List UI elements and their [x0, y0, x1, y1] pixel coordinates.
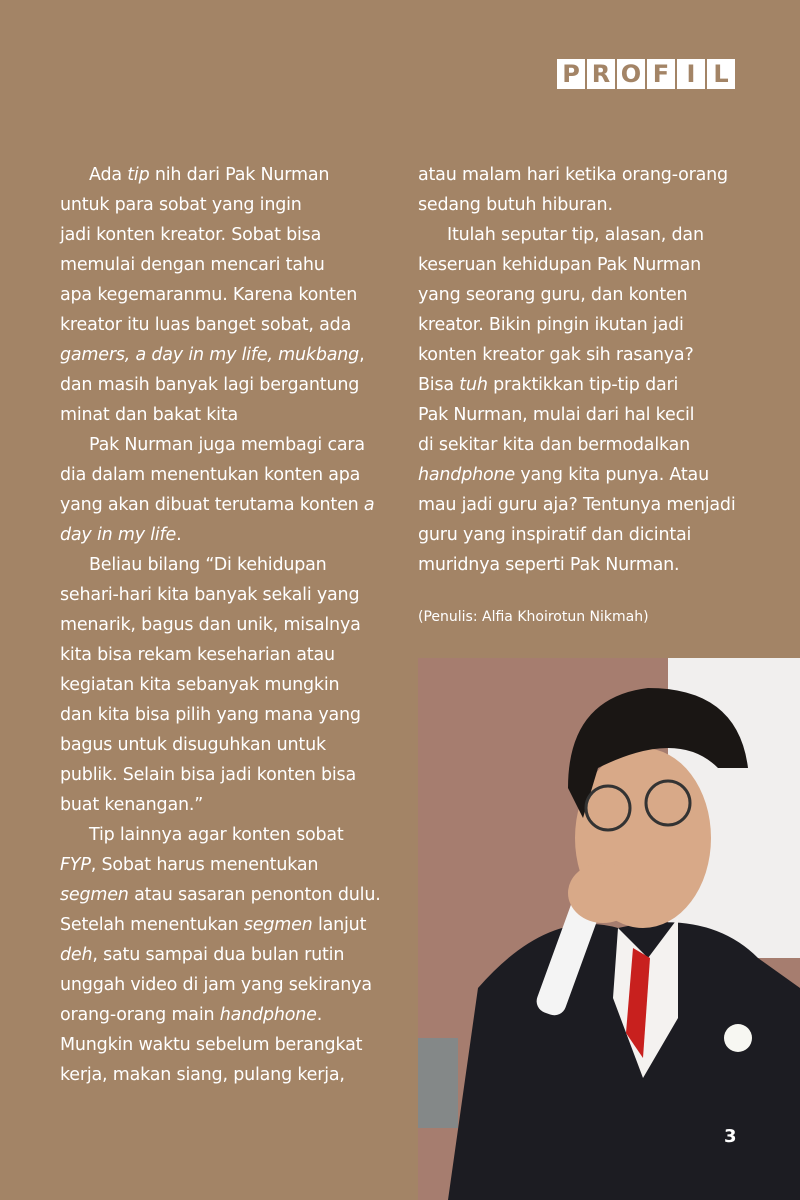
- italic-text: a: [363, 495, 375, 515]
- text-line: [418, 430, 735, 460]
- text-line: [418, 550, 735, 580]
- text-line: [60, 940, 381, 970]
- text-line: [418, 400, 735, 430]
- text-line: [418, 190, 735, 220]
- page-number: 3: [724, 1126, 737, 1147]
- text: yang kita punya. Atau: [514, 465, 709, 485]
- text: Tip lainnya agar konten sobat: [89, 825, 344, 845]
- badge-letter: O: [617, 59, 645, 89]
- italic-text: handphone: [219, 1005, 317, 1025]
- text: Itulah seputar tip, alasan, dan: [447, 225, 704, 245]
- text-line: [60, 610, 381, 640]
- text-line: [60, 1060, 381, 1090]
- text: kerja, makan siang, pulang kerja,: [60, 1065, 345, 1085]
- text: memulai dengan mencari tahu: [60, 255, 325, 275]
- text-line: [60, 670, 381, 700]
- text-line: [60, 250, 381, 280]
- italic-text: segmen: [243, 915, 313, 935]
- text: sehari-hari kita banyak sekali yang: [60, 585, 360, 605]
- text: , satu sampai dua bulan rutin: [92, 945, 345, 965]
- text: mau jadi guru aja? Tentunya menjadi: [418, 495, 736, 515]
- text: guru yang inspiratif dan dicintai: [418, 525, 692, 545]
- text-line: [60, 160, 381, 190]
- text: kegiatan kita sebanyak mungkin: [60, 675, 340, 695]
- text: minat dan bakat kita: [60, 405, 239, 425]
- text: Ada: [89, 165, 128, 185]
- text-line: [60, 910, 381, 940]
- italic-text: handphone: [418, 465, 515, 485]
- text-line: [60, 790, 381, 820]
- text-line: [418, 490, 735, 520]
- text: kita bisa rekam keseharian atau: [60, 645, 335, 665]
- text: konten kreator gak sih rasanya?: [418, 345, 694, 365]
- text-line: [60, 760, 381, 790]
- text-line: [418, 460, 735, 490]
- text: nih dari Pak Nurman: [149, 165, 330, 185]
- text: Pak Nurman juga membagi cara: [89, 435, 365, 455]
- text-line: [60, 970, 381, 1000]
- text-line: [60, 580, 381, 610]
- italic-text: day in my life: [60, 525, 177, 545]
- text: publik. Selain bisa jadi konten bisa: [60, 765, 356, 785]
- italic-text: tip: [127, 165, 150, 185]
- text: Mungkin waktu sebelum berangkat: [60, 1035, 363, 1055]
- text: , Sobat harus menentukan: [90, 855, 319, 875]
- text: yang akan dibuat terutama konten: [60, 495, 364, 515]
- section-badge-profil: [557, 59, 735, 89]
- text: sedang butuh hiburan.: [418, 195, 613, 215]
- text-line: [60, 190, 381, 220]
- text: Setelah menentukan: [60, 915, 244, 935]
- text: unggah video di jam yang sekiranya: [60, 975, 372, 995]
- text-line: [60, 850, 381, 880]
- text-line: [60, 520, 381, 550]
- text-line: [60, 400, 381, 430]
- text: di sekitar kita dan bermodalkan: [418, 435, 691, 455]
- text: muridnya seperti Pak Nurman.: [418, 555, 680, 575]
- text-line: [60, 430, 381, 460]
- text-line: [60, 1030, 381, 1060]
- article-left-column: [60, 160, 381, 1090]
- article-right-column: [418, 160, 735, 580]
- text: praktikkan tip-tip dari: [487, 375, 679, 395]
- italic-text: gamers, a day in my life, mukbang: [60, 345, 360, 365]
- text: .: [316, 1005, 323, 1025]
- badge-letter: I: [677, 59, 705, 89]
- text-line: [418, 520, 735, 550]
- text: atau sasaran penonton dulu.: [128, 885, 381, 905]
- italic-text: FYP: [60, 855, 91, 875]
- author-credit: (Penulis: Alfia Khoirotun Nikmah): [418, 609, 649, 625]
- text-line: [60, 640, 381, 670]
- badge-letter: R: [587, 59, 615, 89]
- text-line: [60, 280, 381, 310]
- text: jadi konten kreator. Sobat bisa: [60, 225, 322, 245]
- badge-letter: F: [647, 59, 675, 89]
- hand: [568, 863, 638, 923]
- italic-text: tuh: [459, 375, 488, 395]
- text: Pak Nurman, mulai dari hal kecil: [418, 405, 695, 425]
- text: ,: [359, 345, 365, 365]
- text: atau malam hari ketika orang-orang: [418, 165, 728, 185]
- text: lanjut: [312, 915, 367, 935]
- text: menarik, bagus dan unik, misalnya: [60, 615, 361, 635]
- text-line: [418, 370, 735, 400]
- text-line: [418, 340, 735, 370]
- text: Beliau bilang “Di kehidupan: [89, 555, 327, 575]
- text: .: [176, 525, 182, 545]
- text: buat kenangan.”: [60, 795, 204, 815]
- text-line: [60, 490, 381, 520]
- text: kreator. Bikin pingin ikutan jadi: [418, 315, 684, 335]
- text: kreator itu luas banget sobat, ada: [60, 315, 352, 335]
- text-line: [418, 220, 735, 250]
- text-line: [60, 1000, 381, 1030]
- text-line: [418, 250, 735, 280]
- text: dan kita bisa pilih yang mana yang: [60, 705, 361, 725]
- italic-text: segmen: [60, 885, 129, 905]
- text-line: [60, 700, 381, 730]
- badge-letter: P: [557, 59, 585, 89]
- text-line: [418, 160, 735, 190]
- text-line: [60, 820, 381, 850]
- text-line: [60, 460, 381, 490]
- text-line: [60, 730, 381, 760]
- profile-photo: [418, 658, 800, 1200]
- text: keseruan kehidupan Pak Nurman: [418, 255, 702, 275]
- text: bagus untuk disuguhkan untuk: [60, 735, 326, 755]
- text: dan masih banyak lagi bergantung: [60, 375, 360, 395]
- text-line: [60, 310, 381, 340]
- boutonniere: [724, 1024, 752, 1052]
- badge-letter: L: [707, 59, 735, 89]
- text: Bisa: [418, 375, 460, 395]
- text: apa kegemaranmu. Karena konten: [60, 285, 358, 305]
- text: yang seorang guru, dan konten: [418, 285, 688, 305]
- text: dia dalam menentukan konten apa: [60, 465, 361, 485]
- text-line: [418, 310, 735, 340]
- text-line: [60, 550, 381, 580]
- text-line: [60, 340, 381, 370]
- text-line: [60, 370, 381, 400]
- text: untuk para sobat yang ingin: [60, 195, 302, 215]
- italic-text: deh: [60, 945, 93, 965]
- text-line: [60, 880, 381, 910]
- text-line: [60, 220, 381, 250]
- text-line: [418, 280, 735, 310]
- text: orang-orang main: [60, 1005, 220, 1025]
